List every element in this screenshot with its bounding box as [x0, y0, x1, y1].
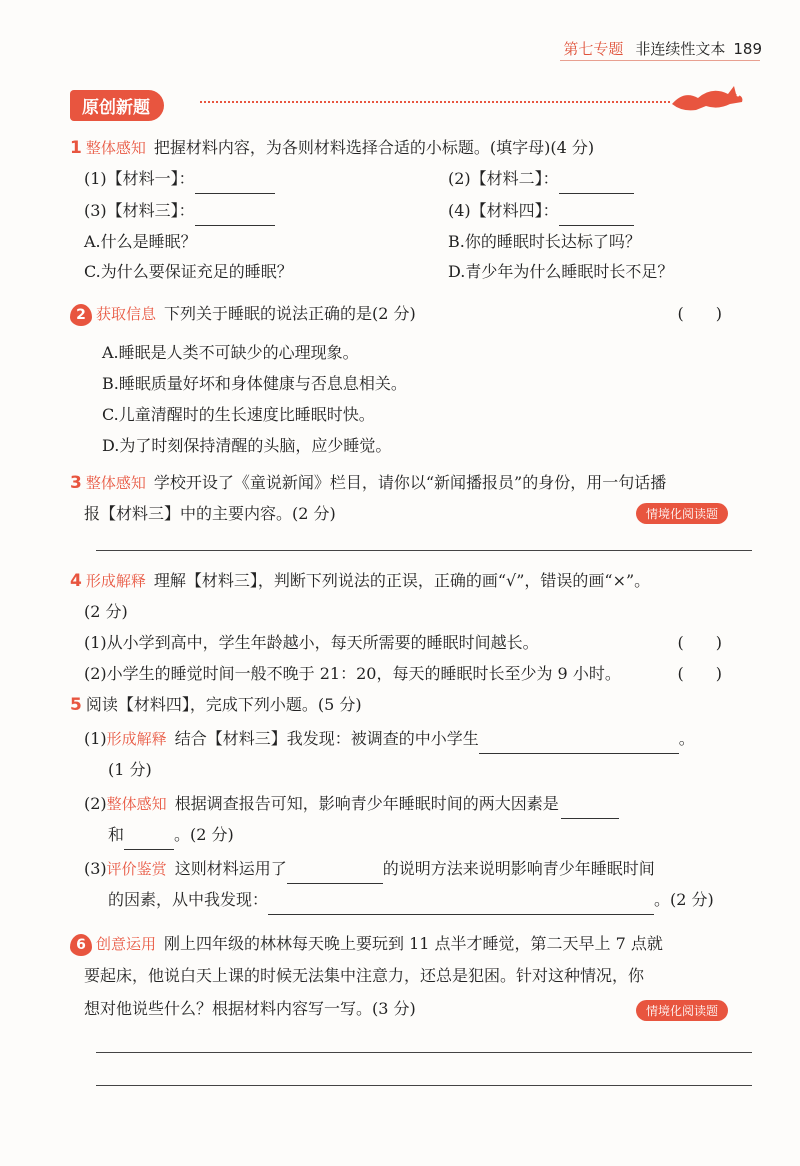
q2-flame-number: 2 — [70, 304, 92, 326]
q4-tag: 形成解释 — [85, 572, 146, 590]
q1-blank-label: (1)【材料一】： — [84, 169, 195, 188]
q5-sub-3 — [84, 854, 655, 884]
q4-answer-paren[interactable]: ( ) — [677, 633, 722, 652]
q4-answer-paren[interactable]: ( ) — [677, 664, 722, 683]
q3-line-2: 报【材料三】中的主要内容。(2 分) — [84, 504, 336, 523]
q4-item-text: (2)小学生的睡觉时间一般不晚于 21：20，每天的睡眠时长至少为 9 小时。 — [84, 664, 621, 683]
q6-flame-number: 6 — [70, 934, 92, 956]
q3-line-1: 学校开设了《童说新闻》栏目，请你以“新闻播报员”的身份，用一句话播 — [153, 473, 667, 492]
q4-item-text: (1)从小学到高中，学生年龄越小，每天所需要的睡眠时间越长。 — [84, 633, 539, 652]
q5-sub-index: (1) — [84, 729, 107, 748]
answer-blank[interactable] — [559, 175, 634, 194]
q5-sub2-and: 和 — [108, 825, 125, 844]
page-header — [563, 38, 762, 59]
q2-text: 下列关于睡眠的说法正确的是(2 分) — [164, 304, 416, 323]
question-5 — [70, 690, 362, 720]
question-1 — [70, 133, 594, 163]
answer-blank[interactable] — [561, 800, 619, 819]
q2-option-b: B.睡眠质量好坏和身体健康与否息息相关。 — [102, 374, 407, 393]
question-6 — [70, 929, 663, 959]
question-2 — [70, 299, 770, 329]
scenario-reading-badge: 情境化阅读题 — [636, 503, 728, 524]
chapter-label: 第七专题 — [563, 40, 624, 58]
q1-option-a: A.什么是睡眠？ — [84, 232, 197, 251]
q4-number: 4 — [70, 571, 82, 591]
q6-line-1: 刚上四年级的林林每天晚上要玩到 11 点半才睡觉，第二天早上 7 点就 — [164, 934, 663, 953]
answer-blank[interactable] — [195, 207, 275, 226]
q5-sub-1 — [84, 724, 695, 754]
q5-sub2-line-2 — [108, 820, 234, 850]
q3-tag: 整体感知 — [85, 474, 146, 492]
q1-tag: 整体感知 — [85, 139, 146, 157]
section-badge: 原创新题 — [70, 90, 164, 121]
q5-sub3-score: 。(2 分) — [654, 890, 714, 909]
q5-sub3-line-2-text: 的因素，从中我发现： — [108, 890, 269, 909]
answer-blank[interactable] — [195, 175, 275, 194]
q5-sub3-line-2 — [108, 885, 714, 915]
answer-blank[interactable] — [559, 207, 634, 226]
q4-line-1: 理解【材料三】，判断下列说法的正误，正确的画“√”，错误的画“×”。 — [153, 571, 651, 590]
q1-option-c: C.为什么要保证充足的睡眠？ — [84, 262, 293, 281]
topic-label: 非连续性文本 — [635, 40, 726, 58]
q6-answer-line-2[interactable] — [96, 1085, 752, 1086]
question-4 — [70, 566, 650, 596]
q1-blank-label: (3)【材料三】： — [84, 201, 195, 220]
q2-answer-paren[interactable]: ( ) — [677, 304, 722, 323]
answer-blank[interactable] — [287, 865, 383, 884]
q1-blank-label: (2)【材料二】： — [448, 169, 559, 188]
q5-sub3-text: 这则材料运用了 — [174, 859, 287, 878]
q6-answer-line-1[interactable] — [96, 1052, 752, 1053]
q1-number: 1 — [70, 138, 82, 158]
q1-text: 把握材料内容，为各则材料选择合适的小标题。(填字母)(4 分) — [153, 138, 595, 157]
q1-option-d: D.青少年为什么睡眠时长不足？ — [448, 262, 674, 281]
q5-sub3-tag: 评价鉴赏 — [106, 860, 167, 878]
answer-blank[interactable] — [124, 831, 174, 850]
q4-item-2 — [84, 659, 770, 689]
q1-option-b: B.你的睡眠时长达标了吗？ — [448, 232, 641, 251]
q4-item-1 — [84, 628, 770, 658]
q1-blank-label: (4)【材料四】： — [448, 201, 559, 220]
q5-sub1-end: 。 — [678, 729, 695, 748]
q5-sub-2 — [84, 789, 619, 819]
answer-blank[interactable] — [268, 896, 654, 915]
q1-blank-4 — [448, 196, 634, 226]
q5-sub2-text: 根据调查报告可知，影响青少年睡眠时间的两大因素是 — [174, 794, 559, 813]
q5-sub1-text: 结合【材料三】我发现：被调查的中小学生 — [174, 729, 479, 748]
q5-sub3-text-2: 的说明方法来说明影响青少年睡眠时间 — [382, 859, 655, 878]
q2-option-c: C.儿童清醒时的生长速度比睡眠时快。 — [102, 405, 375, 424]
q1-blank-2 — [448, 164, 634, 194]
q2-option-a: A.睡眠是人类不可缺少的心理现象。 — [102, 343, 359, 362]
q4-line-2: (2 分) — [84, 602, 128, 621]
q3-number: 3 — [70, 473, 82, 493]
badge-dotted-line — [200, 101, 670, 103]
q5-sub2-score: 。(2 分) — [174, 825, 234, 844]
q5-sub2-tag: 整体感知 — [106, 795, 167, 813]
q3-answer-line[interactable] — [96, 550, 752, 551]
q6-line-3: 想对他说些什么？根据材料内容写一写。(3 分) — [84, 999, 416, 1018]
q5-sub1-score: (1 分) — [108, 760, 152, 779]
q5-sub1-tag: 形成解释 — [106, 730, 167, 748]
q5-number: 5 — [70, 695, 82, 715]
q1-blank-3 — [84, 196, 275, 226]
q6-tag: 创意运用 — [96, 935, 157, 953]
q2-tag: 获取信息 — [96, 305, 157, 323]
question-3 — [70, 468, 666, 498]
q5-sub-index: (2) — [84, 794, 107, 813]
header-divider — [560, 60, 760, 61]
q5-text: 阅读【材料四】，完成下列小题。(5 分) — [85, 695, 362, 714]
answer-blank[interactable] — [479, 735, 679, 754]
q1-blank-1 — [84, 164, 275, 194]
scenario-reading-badge: 情境化阅读题 — [636, 1000, 728, 1021]
q2-option-d: D.为了时刻保持清醒的头脑，应少睡觉。 — [102, 436, 392, 455]
q6-line-2: 要起床，他说白天上课的时候无法集中注意力，还总是犯困。针对这种情况，你 — [84, 966, 645, 985]
page-number: 189 — [733, 40, 762, 58]
q5-sub-index: (3) — [84, 859, 107, 878]
cat-icon — [668, 80, 748, 114]
